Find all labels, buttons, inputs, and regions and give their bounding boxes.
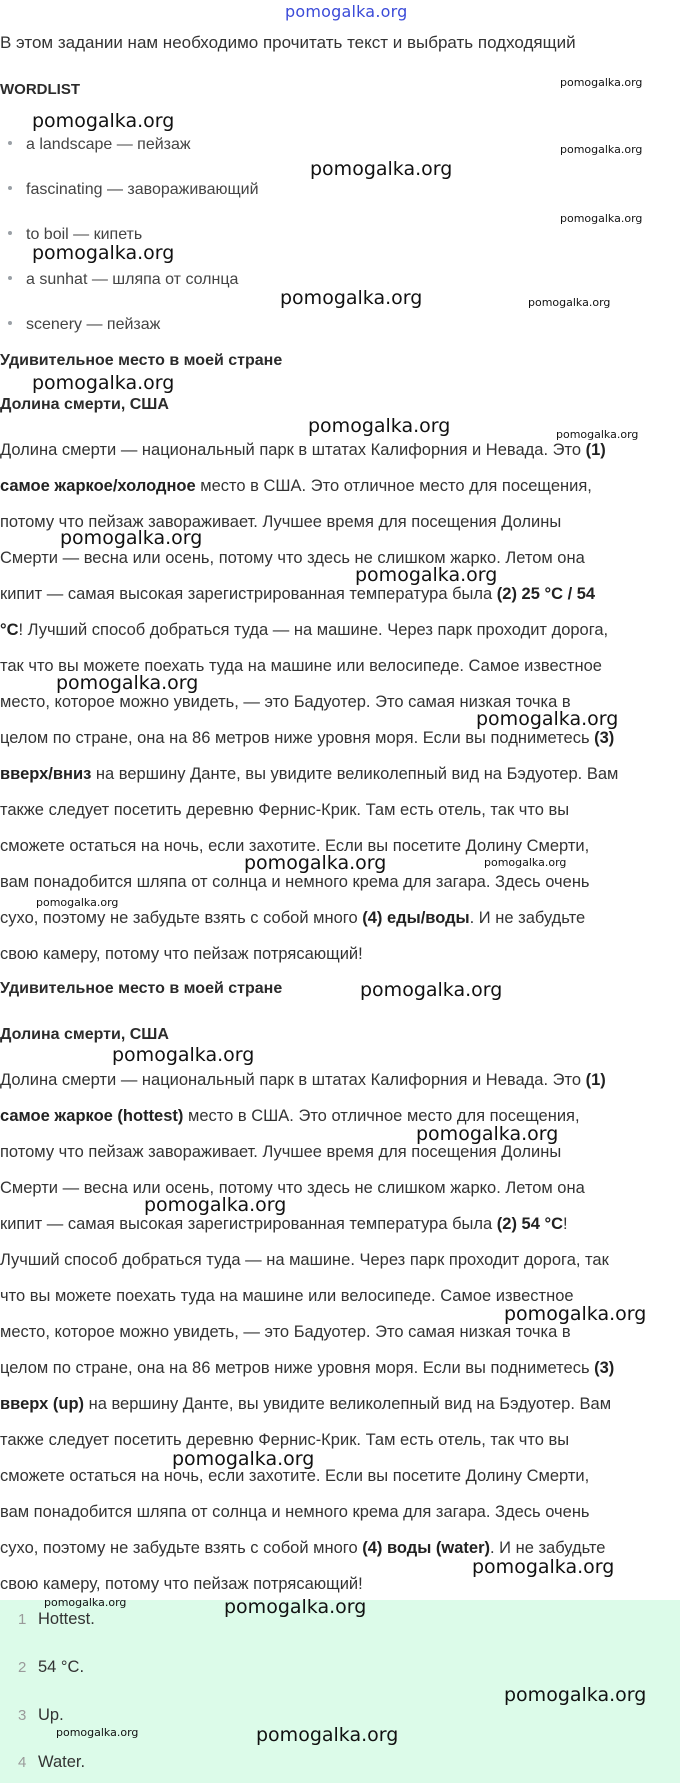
wordlist-item: scenery — пейзаж — [8, 316, 160, 334]
wordlist-title: WORDLIST — [0, 81, 80, 98]
watermark: pomogalka.org — [32, 372, 175, 394]
text-line: потому что пейзаж завораживает. Лучшее время для посещения Долины — [0, 513, 562, 531]
section2-paragraph — [0, 1062, 680, 1602]
text-line: свою камеру, потому что пейзаж потрясающий! — [0, 945, 363, 963]
text-line: также следует посетить деревню Фернис-Крик. Там есть отель, так что вы — [0, 801, 570, 819]
text-line: вверх/вниз на вершину Данте, вы увидите великолепный вид на Бэдуотер. Вам — [0, 765, 619, 783]
bold-answer: самое жаркое/холодное — [0, 477, 196, 495]
text-line: целом по стране, она на 86 метров ниже уровня моря. Если вы подниметесь (3) — [0, 729, 615, 747]
text-line: °C! Лучший способ добраться туда — на машине. Через парк проходит дорога, — [0, 621, 609, 639]
watermark: pomogalka.org — [56, 1726, 139, 1739]
bullet-icon — [8, 321, 12, 325]
text-line: вам понадобится шляпа от солнца и немного крема для загара. Здесь очень — [0, 1503, 590, 1521]
bullet-icon — [8, 276, 12, 280]
text-line: Долина смерти — национальный парк в штатах Калифорния и Невада. Это (1) — [0, 441, 606, 459]
watermark: pomogalka.org — [484, 856, 567, 869]
watermark: pomogalka.org — [256, 1724, 399, 1746]
answer-item: 3 Up. — [18, 1706, 64, 1724]
text-line: целом по стране, она на 86 метров ниже уровня моря. Если вы подниметесь (3) — [0, 1359, 615, 1377]
bold-answer: (4) еды/воды — [362, 909, 470, 927]
bold-answer: (3) — [594, 729, 615, 747]
section1-paragraph — [0, 432, 680, 972]
text-line: самое жаркое/холодное место в США. Это отличное место для посещения, — [0, 477, 592, 495]
text-line: сможете остаться на ночь, если захотите. Если вы посетите Долину Смерти, — [0, 1467, 590, 1485]
watermark: pomogalka.org — [36, 896, 119, 909]
wordlist-item: a sunhat — шляпа от солнца — [8, 271, 238, 289]
section2-heading: Удивительное место в моей стране — [0, 980, 283, 997]
watermark: pomogalka.org — [556, 428, 639, 441]
text-line: что вы можете поехать туда на машине или велосипеде. Самое известное — [0, 1287, 574, 1305]
text-line: сухо, поэтому не забудьте взять с собой много (4) воды (water). И не забудьте — [0, 1539, 606, 1557]
watermark: pomogalka.org — [172, 1448, 315, 1470]
intro-text: В этом задании нам необходимо прочитать текст и выбрать подходящий — [0, 33, 576, 52]
watermark: pomogalka.org — [355, 564, 498, 586]
watermark: pomogalka.org — [528, 296, 611, 309]
answer-item: 2 54 °C. — [18, 1658, 85, 1676]
text-line: так что вы можете поехать туда на машине или велосипеде. Самое известное — [0, 657, 602, 675]
text-line: кипит — самая высокая зарегистрированная температура была (2) 54 °C! — [0, 1215, 568, 1233]
watermark: pomogalka.org — [32, 110, 175, 132]
bold-answer: (4) воды (water) — [362, 1539, 490, 1557]
bold-answer: (2) 54 °C — [496, 1215, 563, 1233]
text-line: место, которое можно увидеть, — это Бадуотер. Это самая низкая точка в — [0, 693, 571, 711]
wordlist-item: a landscape — пейзаж — [8, 136, 191, 154]
watermark: pomogalka.org — [112, 1044, 255, 1066]
watermark: pomogalka.org — [280, 287, 423, 309]
text-line: Смерти — весна или осень, потому что здесь не слишком жарко. Летом она — [0, 1179, 585, 1197]
bold-answer: вверх/вниз — [0, 765, 92, 783]
bold-answer: вверх (up) — [0, 1395, 85, 1413]
bold-answer: (1) — [585, 1071, 606, 1089]
watermark: pomogalka.org — [360, 979, 503, 1001]
watermark: pomogalka.org — [504, 1303, 647, 1325]
bold-answer: (3) — [594, 1359, 615, 1377]
watermark: pomogalka.org — [32, 242, 175, 264]
watermark: pomogalka.org — [476, 708, 619, 730]
text-line: сможете остаться на ночь, если захотите. Если вы посетите Долину Смерти, — [0, 837, 590, 855]
watermark: pomogalka.org — [504, 1684, 647, 1706]
text-line: Лучший способ добраться туда — на машине. Через парк проходит дорога, так — [0, 1251, 609, 1269]
text-line: Смерти — весна или осень, потому что здесь не слишком жарко. Летом она — [0, 549, 585, 567]
text-line: кипит — самая высокая зарегистрированная температура была (2) 25 °C / 54 — [0, 585, 596, 603]
site-mark[interactable]: pomogalka.org — [285, 2, 408, 21]
watermark: pomogalka.org — [560, 76, 643, 89]
wordlist-item: to boil — кипеть — [8, 226, 142, 244]
text-line: самое жаркое (hottest) место в США. Это отличное место для посещения, — [0, 1107, 580, 1125]
watermark: pomogalka.org — [56, 672, 199, 694]
bold-answer: самое жаркое (hottest) — [0, 1107, 184, 1125]
text-line: сухо, поэтому не забудьте взять с собой много (4) еды/воды. И не забудьте — [0, 909, 586, 927]
wordlist-item: fascinating — завораживающий — [8, 181, 259, 199]
watermark: pomogalka.org — [60, 527, 203, 549]
text-line: вам понадобится шляпа от солнца и немного крема для загара. Здесь очень — [0, 873, 590, 891]
bullet-icon — [8, 141, 12, 145]
watermark: pomogalka.org — [472, 1556, 615, 1578]
section1-heading: Удивительное место в моей стране — [0, 352, 283, 369]
bullet-icon — [8, 186, 12, 190]
bold-answer: °C — [0, 621, 19, 639]
section1-subheading: Долина смерти, США — [0, 396, 169, 413]
text-line: свою камеру, потому что пейзаж потрясающий! — [0, 1575, 363, 1593]
watermark: pomogalka.org — [416, 1123, 559, 1145]
text-line: место, которое можно увидеть, — это Бадуотер. Это самая низкая точка в — [0, 1323, 571, 1341]
text-line: также следует посетить деревню Фернис-Крик. Там есть отель, так что вы — [0, 1431, 570, 1449]
answer-item: 4 Water. — [18, 1753, 86, 1771]
section2-subheading: Долина смерти, США — [0, 1026, 169, 1043]
watermark: pomogalka.org — [224, 1596, 367, 1618]
watermark: pomogalka.org — [560, 143, 643, 156]
bold-answer: (2) 25 °C / 54 — [496, 585, 596, 603]
answer-item: 1 Hottest. — [18, 1610, 95, 1628]
text-line: потому что пейзаж завораживает. Лучшее время для посещения Долины — [0, 1143, 562, 1161]
watermark: pomogalka.org — [144, 1194, 287, 1216]
watermark: pomogalka.org — [310, 158, 453, 180]
text-line: Долина смерти — национальный парк в штатах Калифорния и Невада. Это (1) — [0, 1071, 606, 1089]
watermark: pomogalka.org — [244, 852, 387, 874]
text-line: вверх (up) на вершину Данте, вы увидите великолепный вид на Бэдуотер. Вам — [0, 1395, 612, 1413]
watermark: pomogalka.org — [560, 212, 643, 225]
watermark: pomogalka.org — [308, 415, 451, 437]
bullet-icon — [8, 231, 12, 235]
watermark: pomogalka.org — [44, 1596, 127, 1609]
bold-answer: (1) — [585, 441, 606, 459]
